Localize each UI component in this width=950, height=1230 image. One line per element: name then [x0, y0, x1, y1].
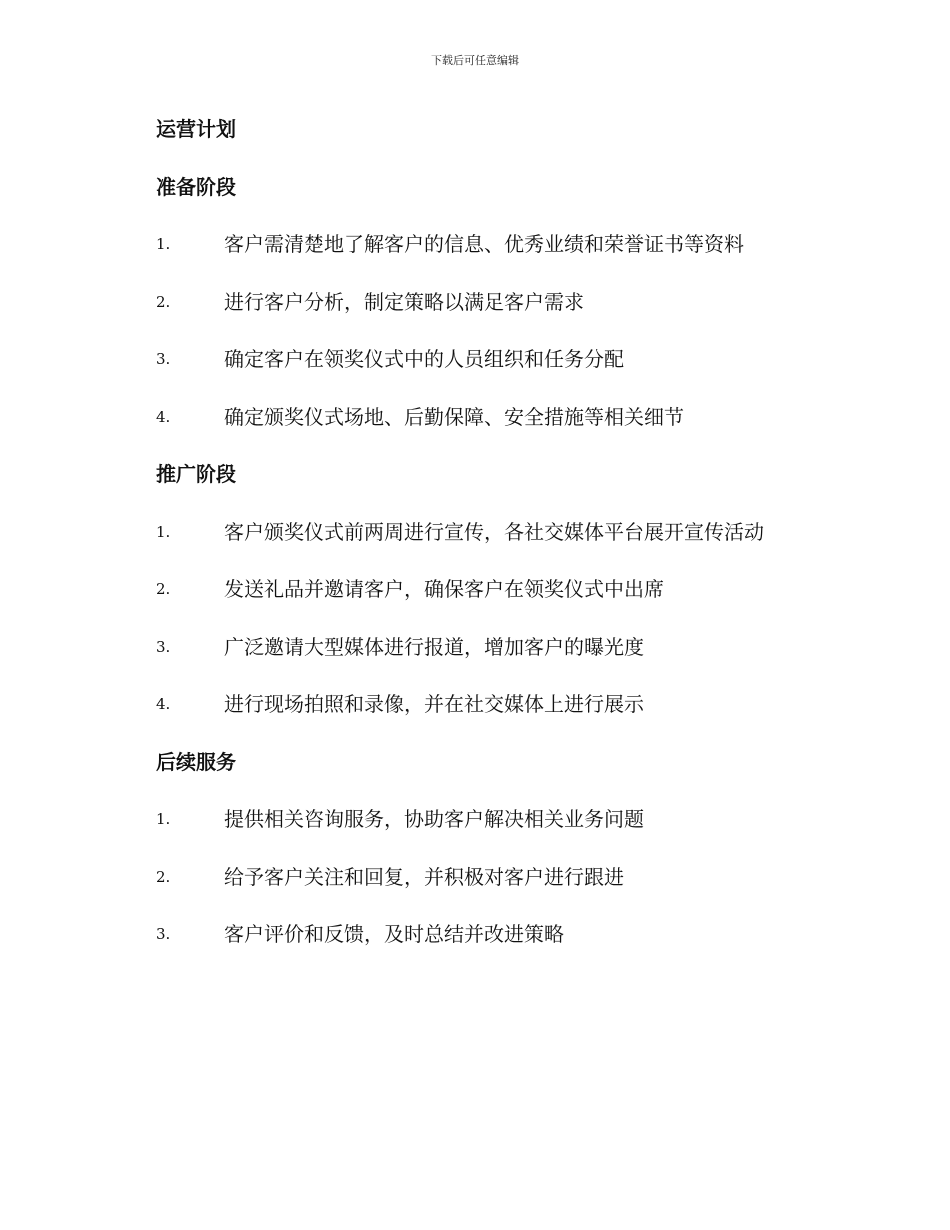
list-item-text: 确定颁奖仪式场地、后勤保障、安全措施等相关细节 — [224, 404, 684, 429]
list-item — [156, 919, 876, 977]
list-item — [156, 402, 876, 460]
list-item-number: 2. — [156, 867, 171, 886]
list-item-text: 确定客户在领奖仪式中的人员组织和任务分配 — [224, 347, 624, 371]
list-item-number: 1. — [156, 235, 171, 253]
section-promotion — [156, 459, 876, 747]
list-item — [156, 632, 876, 690]
list-item-text: 进行现场拍照和录像，并在社交媒体上进行展示 — [224, 692, 644, 716]
list-item-number: 3. — [156, 350, 171, 368]
list-item-number: 3. — [156, 925, 171, 943]
page-header-note: 下载后可任意编辑 — [431, 54, 519, 67]
list-item-text: 进行客户分析，制定策略以满足客户需求 — [224, 289, 584, 314]
list-item-number: 3. — [156, 637, 171, 656]
list-item-number: 4. — [156, 695, 171, 713]
list-item — [156, 229, 876, 287]
document-body — [156, 114, 876, 977]
list-item — [156, 574, 876, 632]
list-item-number: 1. — [156, 522, 171, 541]
list-item-text: 广泛邀请大型媒体进行报道，增加客户的曝光度 — [224, 634, 644, 659]
list-item-number: 2. — [156, 292, 171, 311]
list-item — [156, 287, 876, 345]
list-item — [156, 517, 876, 575]
list-item — [156, 862, 876, 920]
list-item-text: 发送礼品并邀请客户，确保客户在领奖仪式中出席 — [224, 577, 664, 601]
section-heading: 推广阶段 — [156, 462, 236, 486]
list-item-text: 客户评价和反馈，及时总结并改进策略 — [224, 922, 564, 946]
list-item — [156, 689, 876, 747]
section-heading: 后续服务 — [156, 749, 236, 774]
list-item-text: 给予客户关注和回复，并积极对客户进行跟进 — [224, 864, 624, 889]
section-follow-up — [156, 747, 876, 977]
list-item-number: 4. — [156, 407, 171, 426]
list-item — [156, 344, 876, 402]
section-heading: 准备阶段 — [156, 174, 236, 199]
list-item-number: 1. — [156, 810, 171, 828]
list-item-text: 客户需清楚地了解客户的信息、优秀业绩和荣誉证书等资料 — [224, 232, 744, 256]
list-item-text: 客户颁奖仪式前两周进行宣传，各社交媒体平台展开宣传活动 — [224, 519, 764, 544]
list-item — [156, 804, 876, 862]
document-title: 运营计划 — [156, 117, 236, 141]
section-preparation — [156, 172, 876, 460]
list-item-number: 2. — [156, 580, 171, 598]
list-item-text: 提供相关咨询服务，协助客户解决相关业务问题 — [224, 807, 644, 831]
